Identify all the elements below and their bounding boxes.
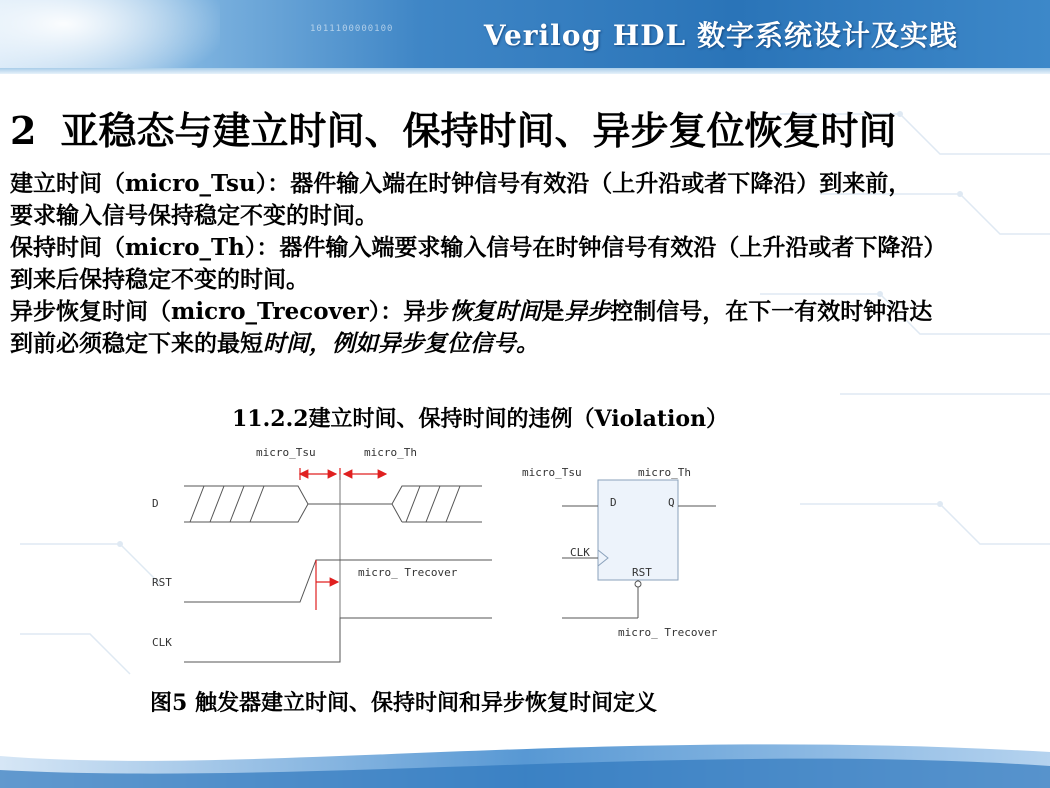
ff-pin-rst: RST (632, 566, 652, 579)
footer-wave (0, 716, 1050, 788)
ff-pin-clk: CLK (570, 546, 590, 559)
banner-title: Verilog HDL 数字系统设计及实践 (483, 19, 958, 52)
ff-th-label: micro_Th (638, 466, 691, 479)
banner-glow (0, 0, 220, 68)
section-heading-text: 亚稳态与建立时间、保持时间、异步复位恢复时间 (60, 108, 897, 153)
timing-tsu-label: micro_Tsu (256, 446, 316, 459)
recovery-time-line-2 (10, 328, 1050, 360)
signal-clk-label: CLK (152, 636, 172, 649)
ff-pin-d: D (610, 496, 617, 509)
ff-trecover-label: micro_ Trecover (618, 626, 718, 639)
hold-time-line-1: 保持时间（micro_Th）：器件输入端要求输入信号在时钟信号有效沿（上升沿或者下降沿） (10, 234, 947, 261)
recovery-text-a: 异步恢复时间（micro_Trecover）：异步 (10, 298, 450, 325)
recovery-time-line-1 (10, 296, 1050, 328)
figure-section-title: 11.2.2建立时间、保持时间的违例（Violation） (232, 406, 729, 432)
ff-pin-q: Q (668, 496, 675, 509)
timing-th-label: micro_Th (364, 446, 417, 459)
figure-caption: 图5 触发器建立时间、保持时间和异步恢复时间定义 (150, 690, 657, 716)
recovery-text-d: 异步 (564, 298, 611, 325)
setup-hold-arrows (300, 468, 386, 480)
header-banner (0, 0, 1050, 68)
recovery-text-c: 是 (541, 298, 565, 325)
hold-time-line-2: 到来后保持稳定不变的时间。 (10, 266, 309, 293)
d-signal-waveform (184, 486, 482, 522)
recovery-text-f: 到前必须稳定下来的最短 (10, 330, 263, 357)
signal-d-label: D (152, 497, 159, 510)
recovery-text-e: 控制信号，在下一有效时钟沿达 (610, 298, 933, 325)
setup-time-line-1: 建立时间（micro_Tsu）：器件输入端在时钟信号有效沿（上升沿或者下降沿）到来前， (10, 170, 912, 197)
setup-time-line-2: 要求输入信号保持稳定不变的时间。 (10, 202, 378, 229)
page-title (10, 100, 896, 155)
signal-rst-label: RST (152, 576, 172, 589)
recovery-text-b: 恢复时间 (449, 298, 542, 325)
section-number: 2 (10, 108, 37, 153)
definitions-body (10, 168, 1050, 360)
banner-digits: 1011100000100 (310, 24, 394, 34)
timing-diagram (140, 438, 760, 670)
recovery-text-g: 时间，例如异步复位信号。 (263, 330, 539, 357)
clk-signal-waveform (184, 618, 492, 662)
ff-tsu-label: micro_Tsu (522, 466, 582, 479)
timing-trecover-label: micro_ Trecover (358, 566, 458, 579)
